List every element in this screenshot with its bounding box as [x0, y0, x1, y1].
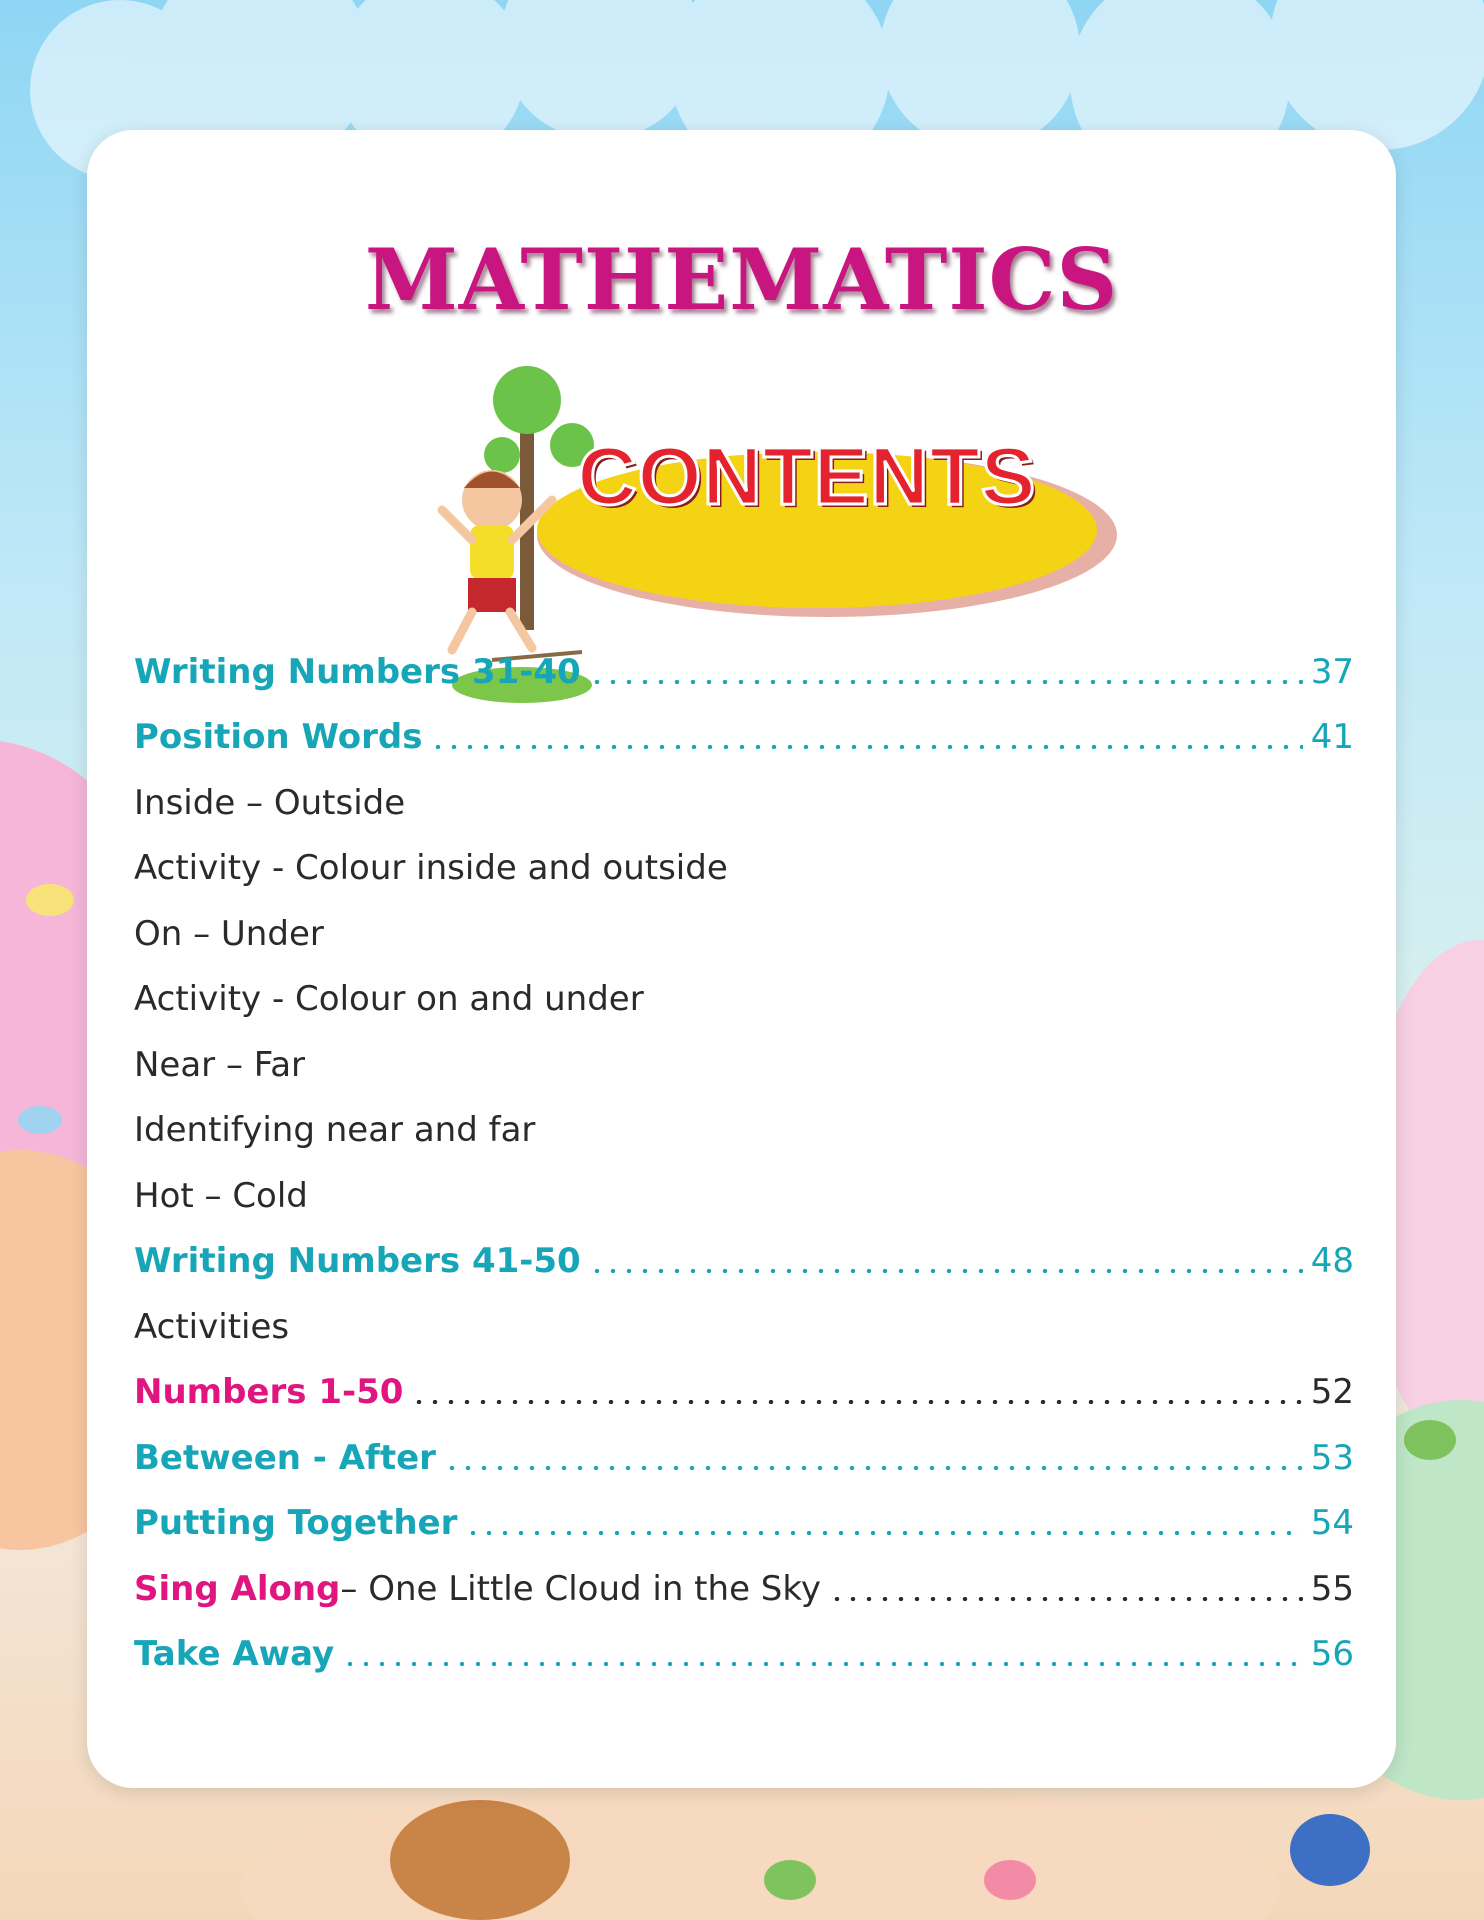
toc-subitem-text: Inside – Outside — [134, 782, 406, 823]
toc-subitem-text: Activity - Colour on and under — [134, 979, 644, 1019]
toc-subitem — [134, 827, 1354, 893]
toc-leader-dots — [589, 680, 1303, 684]
toc-subitem — [134, 958, 1354, 1024]
toc-page-number: 54 — [1310, 1503, 1354, 1543]
toc-title: Writing Numbers 31-40 — [134, 651, 581, 692]
toc-subitem — [134, 761, 1354, 827]
toc-leader-dots — [342, 1662, 1303, 1666]
toc-subitem-text: Activity - Colour inside and outside — [134, 848, 728, 888]
toc-subitem-text: Activities — [134, 1306, 290, 1347]
toc-row[interactable] — [134, 1547, 1354, 1613]
toc-subtitle: – One Little Cloud in the Sky — [340, 1568, 821, 1609]
contents-card — [87, 130, 1396, 1788]
toc-leader-dots — [430, 745, 1302, 749]
toc-row[interactable] — [134, 1613, 1354, 1679]
toc-title: Take Away — [134, 1634, 335, 1674]
toc-subitem — [134, 1023, 1354, 1089]
toc-leader-dots — [444, 1466, 1303, 1470]
table-of-contents — [134, 630, 1354, 1678]
toc-subitem — [134, 1089, 1354, 1155]
toc-title: Putting Together — [134, 1503, 458, 1543]
toc-leader-dots — [589, 1269, 1303, 1273]
toc-row[interactable] — [134, 1351, 1354, 1417]
toc-page-number: 53 — [1310, 1437, 1354, 1478]
toc-page-number: 37 — [1310, 651, 1354, 692]
toc-subitem — [134, 1154, 1354, 1220]
boy-shirt — [470, 525, 514, 580]
tree-leaves — [493, 366, 561, 434]
contents-label: CONTENTS — [577, 431, 1037, 522]
toc-page-number: 52 — [1310, 1372, 1354, 1412]
toc-row[interactable] — [134, 1416, 1354, 1482]
toc-subitem — [134, 1285, 1354, 1351]
toc-row[interactable] — [134, 630, 1354, 696]
toc-leader-dots — [411, 1400, 1302, 1404]
subject-title: MATHEMATICS — [364, 230, 1119, 329]
toc-title: Numbers 1-50 — [134, 1372, 404, 1412]
toc-row[interactable] — [134, 696, 1354, 762]
toc-leader-dots — [829, 1597, 1303, 1601]
toc-subitem-text: Near – Far — [134, 1044, 306, 1085]
toc-row[interactable] — [134, 1220, 1354, 1286]
toc-subitem-text: Hot – Cold — [134, 1175, 308, 1216]
toc-page-number: 41 — [1310, 717, 1354, 757]
toc-subitem-text: On – Under — [134, 913, 324, 954]
toc-subitem — [134, 892, 1354, 958]
toc-page-number: 48 — [1310, 1241, 1354, 1281]
toc-row[interactable] — [134, 1482, 1354, 1548]
toc-page-number: 56 — [1310, 1634, 1354, 1674]
toc-title: Position Words — [134, 717, 423, 757]
toc-title: Between - After — [134, 1437, 436, 1478]
toc-subitem-text: Identifying near and far — [134, 1110, 536, 1150]
toc-leader-dots — [465, 1531, 1302, 1535]
toc-title: Writing Numbers 41-50 — [134, 1241, 581, 1281]
toc-title: Sing Along — [134, 1568, 341, 1609]
toc-page-number: 55 — [1310, 1568, 1354, 1609]
